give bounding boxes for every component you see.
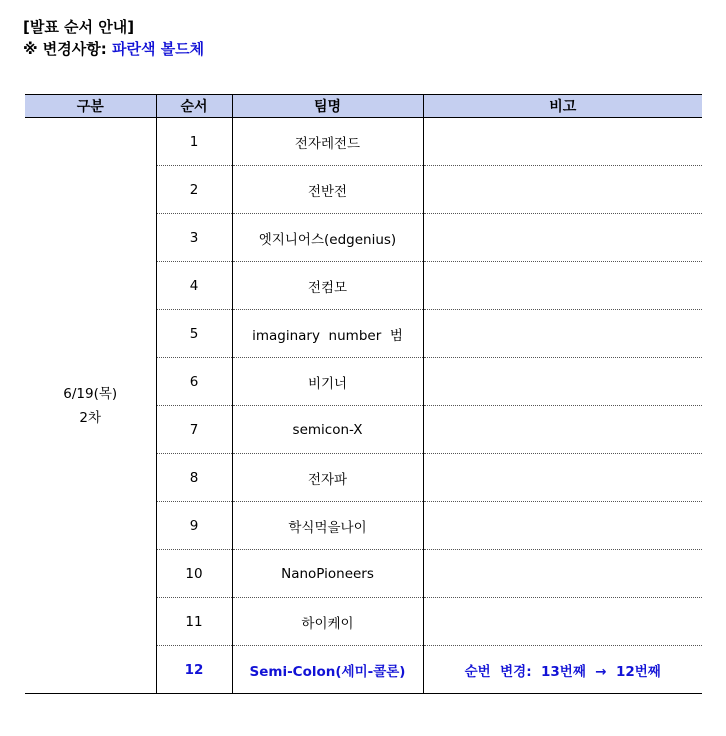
team-cell: NanoPioneers (232, 550, 423, 598)
group-cell (25, 118, 156, 694)
order-cell: 2 (156, 166, 232, 214)
note-cell (423, 550, 702, 598)
group-round: 2차 (79, 409, 102, 426)
team-cell: Semi-Colon(세미-콜론) (232, 646, 423, 694)
note-cell (423, 262, 702, 310)
team-cell: 전컴모 (232, 262, 423, 310)
note-cell (423, 310, 702, 358)
note-cell (423, 502, 702, 550)
column-header-team: 팀명 (232, 95, 423, 118)
note-cell: 순번 변경: 13번째 → 12번째 (423, 646, 702, 694)
order-cell: 8 (156, 454, 232, 502)
note-cell (423, 598, 702, 646)
change-note-highlight: 파란색 볼드체 (112, 40, 205, 58)
column-header-order: 순서 (156, 95, 232, 118)
table-row (25, 118, 702, 166)
group-date: 6/19(목) (63, 385, 118, 402)
table-header-row (25, 95, 702, 118)
team-cell: semicon-X (232, 406, 423, 454)
notice-title: [발표 순서 안내] (23, 18, 135, 36)
team-cell: 전자레전드 (232, 118, 423, 166)
team-cell: 엣지니어스(edgenius) (232, 214, 423, 262)
column-header-note: 비고 (423, 95, 702, 118)
order-cell: 4 (156, 262, 232, 310)
team-cell: 전자파 (232, 454, 423, 502)
note-cell (423, 118, 702, 166)
note-cell (423, 406, 702, 454)
note-cell (423, 166, 702, 214)
team-cell: imaginary number 범 (232, 310, 423, 358)
order-cell: 3 (156, 214, 232, 262)
note-cell (423, 214, 702, 262)
note-cell (423, 358, 702, 406)
notice-header (23, 16, 204, 60)
order-cell: 7 (156, 406, 232, 454)
change-note-prefix: ※ 변경사항: (23, 40, 107, 58)
team-cell: 비기너 (232, 358, 423, 406)
order-cell: 11 (156, 598, 232, 646)
team-cell: 학식먹을나이 (232, 502, 423, 550)
order-cell: 9 (156, 502, 232, 550)
order-cell: 10 (156, 550, 232, 598)
team-cell: 하이케이 (232, 598, 423, 646)
change-note (23, 38, 204, 60)
note-cell (423, 454, 702, 502)
column-header-group: 구분 (25, 95, 156, 118)
presentation-schedule-table (25, 94, 702, 694)
order-cell: 12 (156, 646, 232, 694)
team-cell: 전반전 (232, 166, 423, 214)
order-cell: 1 (156, 118, 232, 166)
order-cell: 5 (156, 310, 232, 358)
order-cell: 6 (156, 358, 232, 406)
